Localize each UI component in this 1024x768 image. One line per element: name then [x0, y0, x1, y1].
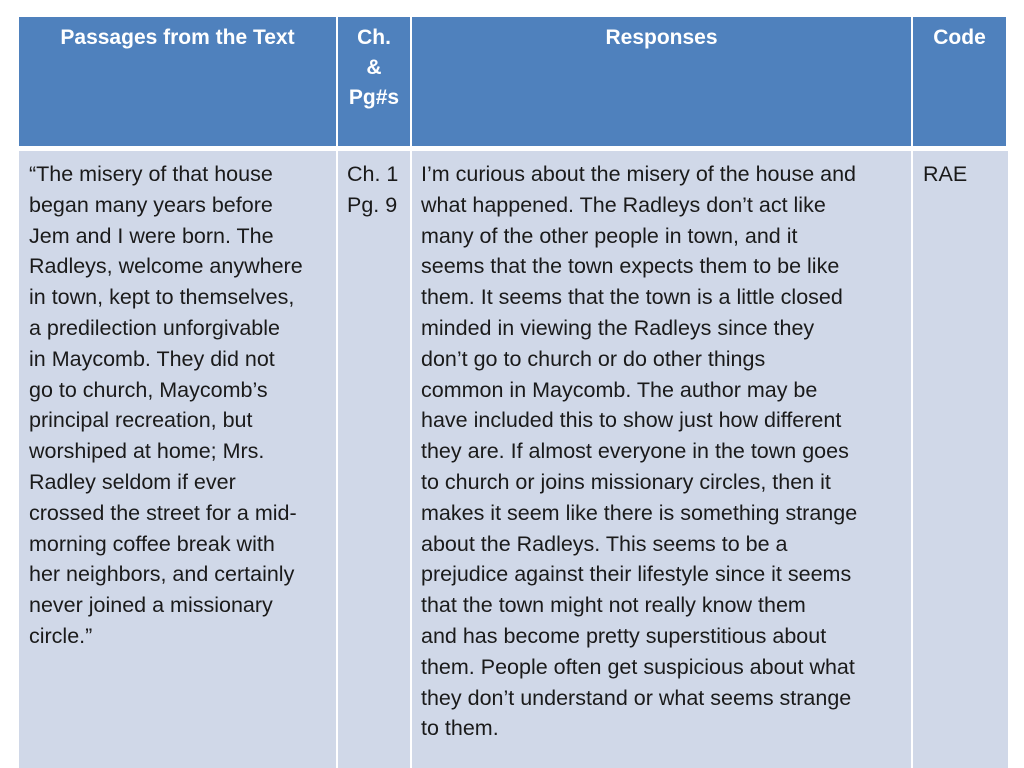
- response-line: makes it seem like there is something strange: [421, 500, 858, 525]
- passage-line: a predilection unforgivable: [29, 315, 280, 340]
- response-line: prejudice against their lifestyle since it seems: [421, 562, 852, 587]
- header-code: [913, 17, 1008, 149]
- response-cell: [412, 149, 913, 768]
- response-line: they are. If almost everyone in the town goes: [421, 439, 849, 464]
- passage-line: circle.”: [29, 623, 93, 648]
- code-value: RAE: [923, 162, 968, 186]
- passage-line: Jem and I were born. The: [29, 223, 274, 248]
- response-line: minded in viewing the Radleys since they: [421, 315, 815, 340]
- header-passages-label: Passages from the Text: [60, 26, 295, 49]
- passage-line: crossed the street for a mid-: [29, 500, 297, 525]
- passage-line: in town, kept to themselves,: [29, 285, 295, 310]
- passage-line: principal recreation, but: [29, 408, 253, 433]
- header-code-label: Code: [933, 26, 986, 49]
- response-line: them. It seems that the town is a little closed: [421, 285, 843, 310]
- passage-line: Radleys, welcome anywhere: [29, 254, 303, 279]
- header-responses: [412, 17, 913, 149]
- response-line: what happened. The Radleys don’t act like: [421, 192, 826, 217]
- passage-line: worshiped at home; Mrs.: [29, 439, 265, 464]
- response-line: seems that the town expects them to be like: [421, 254, 840, 279]
- response-line: I’m curious about the misery of the house and: [421, 162, 857, 186]
- chapter-number: Ch. 1: [347, 162, 399, 186]
- passage-line: in Maycomb. They did not: [29, 346, 275, 371]
- passage-line: morning coffee break with: [29, 531, 275, 556]
- passage-line: began many years before: [29, 192, 273, 217]
- response-line: that the town might not really know them: [421, 593, 806, 618]
- response-line: have included this to show just how different: [421, 408, 842, 433]
- response-line: they don’t understand or what seems strange: [421, 685, 852, 710]
- chapter-page-cell: [338, 149, 412, 768]
- passage-cell: [19, 149, 338, 768]
- passage-line: her neighbors, and certainly: [29, 562, 295, 587]
- response-line: don’t go to church or do other things: [421, 346, 766, 371]
- table-grid: [19, 17, 1008, 768]
- page-number: Pg. 9: [347, 192, 398, 217]
- reading-response-table: [19, 17, 1008, 768]
- response-line: and has become pretty superstitious about: [421, 623, 827, 648]
- response-line: to church or joins missionary circles, then it: [421, 469, 831, 494]
- passage-line: “The misery of that house: [29, 162, 273, 186]
- response-line: to them.: [421, 716, 499, 741]
- response-line: them. People often get suspicious about what: [421, 654, 855, 679]
- response-line: about the Radleys. This seems to be a: [421, 531, 788, 556]
- response-line: many of the other people in town, and it: [421, 223, 798, 248]
- code-cell: [913, 149, 1008, 768]
- header-chpg-line: &: [366, 56, 382, 79]
- header-passages: [19, 17, 338, 149]
- header-chapter-pages: [338, 17, 412, 149]
- passage-line: never joined a missionary: [29, 593, 273, 618]
- header-chpg-line: Pg#s: [348, 86, 400, 109]
- passage-line: go to church, Maycomb’s: [29, 377, 268, 402]
- header-responses-label: Responses: [605, 26, 718, 49]
- header-chpg-line: Ch.: [357, 26, 391, 49]
- response-line: common in Maycomb. The author may be: [421, 377, 818, 402]
- passage-line: Radley seldom if ever: [29, 469, 236, 494]
